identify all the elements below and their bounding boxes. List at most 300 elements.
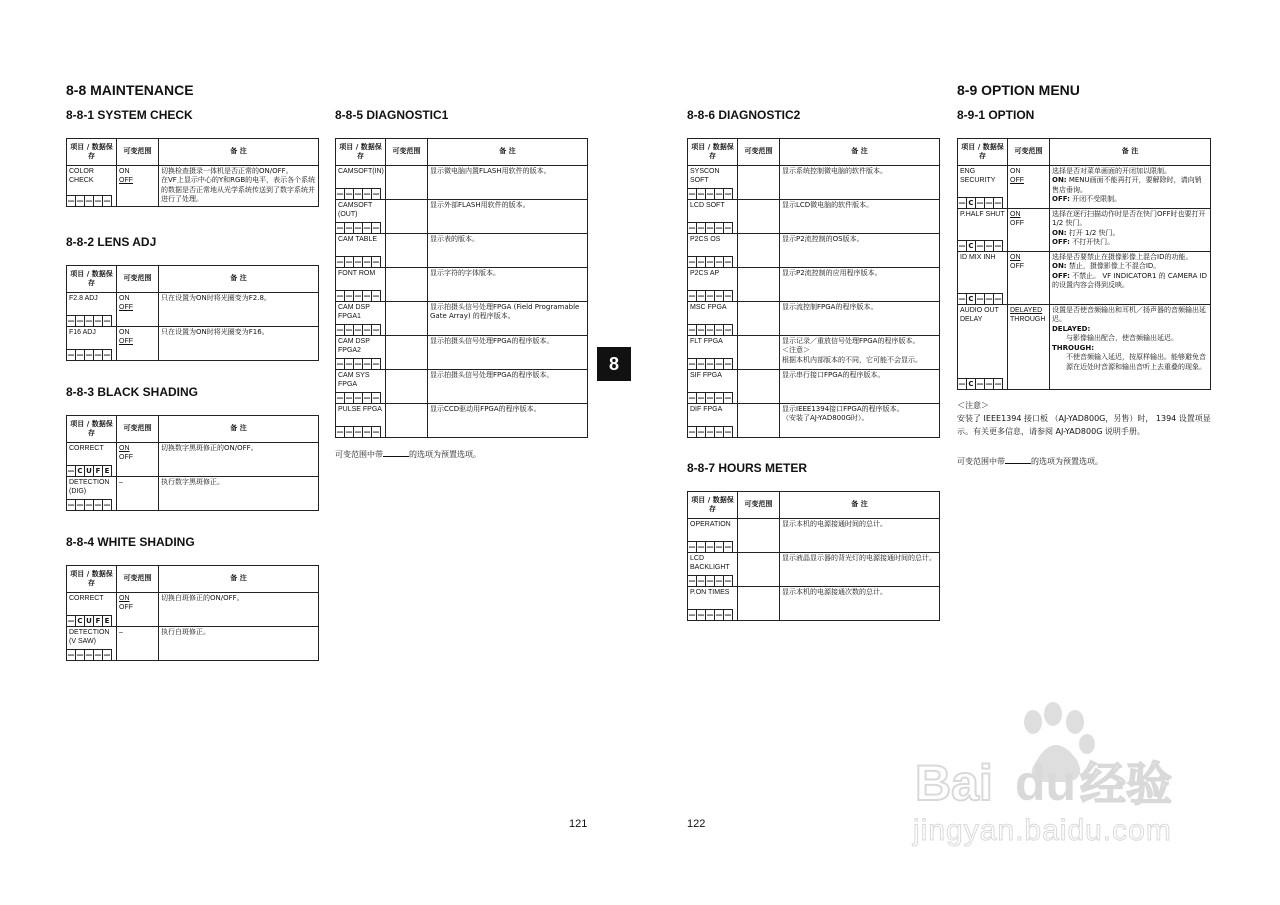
subsection-option: 8-9-1 OPTION [957, 108, 1035, 122]
subsection-black-shading: 8-8-3 BLACK SHADING [66, 385, 199, 399]
remarks-cell [428, 370, 588, 404]
code-box: — [724, 428, 732, 436]
item-cell [67, 477, 117, 511]
code-box: — [724, 190, 732, 198]
remarks-cell [780, 553, 940, 587]
remark-line: 显示拍摄头信号处理FPGA的程序版本。 [430, 337, 554, 345]
remark-label: DELAYED: [1052, 324, 1091, 333]
data-save-codes [67, 315, 112, 326]
remarks-cell [780, 200, 940, 234]
page-number-right: 122 [687, 818, 706, 830]
code-box: — [336, 190, 344, 198]
baidu-jingyan-watermark [905, 700, 1205, 860]
code-box: — [724, 577, 732, 585]
page-number-left: 121 [569, 818, 588, 830]
data-save-codes [688, 426, 733, 437]
remark-label: OFF: [1052, 238, 1070, 247]
range-option: OFF [119, 604, 133, 612]
code-box: — [354, 258, 362, 266]
remark-label: OFF: [1052, 195, 1070, 204]
preset-note-left: 可变范围中带 的选项为预置选项。 [335, 450, 481, 459]
header-remarks: 备 注 [159, 266, 319, 293]
code-box: — [354, 224, 362, 232]
code-box: — [345, 258, 353, 266]
code-box: — [958, 380, 966, 388]
item-name: FONT ROM [338, 270, 376, 277]
code-box: — [976, 295, 984, 303]
table-row [688, 519, 940, 553]
code-box: — [372, 360, 380, 368]
header-remarks: 备 注 [1050, 139, 1211, 166]
range-option: OFF [119, 177, 133, 185]
code-box: E [103, 465, 112, 476]
code-box: U [85, 465, 94, 476]
data-save-codes [67, 465, 112, 476]
code-box: — [697, 394, 705, 402]
item-name: OPERATION [690, 521, 731, 528]
code-box: — [363, 428, 371, 436]
code-box: — [67, 467, 75, 475]
table-row [958, 166, 1211, 209]
item-cell [336, 268, 386, 302]
remark-line: ＜注意＞ [782, 346, 810, 355]
header-remarks: 备 注 [780, 139, 940, 166]
code-box: — [985, 295, 993, 303]
data-save-codes [688, 256, 733, 267]
code-box: — [697, 611, 705, 619]
range-cell [117, 593, 159, 627]
item-cell [688, 234, 738, 268]
remarks-cell [1050, 305, 1211, 390]
code-box: — [94, 351, 102, 359]
item-cell [67, 593, 117, 627]
table-row [958, 209, 1211, 252]
item-cell [336, 404, 386, 438]
chapter-tab: 8 [597, 347, 631, 381]
item-cell [67, 293, 117, 327]
remarks-cell [428, 234, 588, 268]
range-option: THROUGH [1010, 316, 1046, 324]
code-box: — [994, 242, 1002, 250]
header-range: 可变范围 [738, 492, 780, 519]
diagnostic1-table [335, 138, 588, 438]
code-box: — [345, 428, 353, 436]
data-save-codes [688, 392, 733, 403]
table-row [688, 302, 940, 336]
code-box: — [697, 224, 705, 232]
remark-line: OFF: 不打开快门。 [1052, 238, 1115, 247]
code-box: — [336, 360, 344, 368]
remarks-cell [1050, 166, 1211, 209]
remark-line: 显示拍摄头信号处理FPGA的程序版本。 [430, 371, 554, 379]
table-row [688, 234, 940, 268]
code-box: — [372, 190, 380, 198]
range-option: ON [119, 445, 130, 452]
option-note-body: 安装了 IEEE1394 接口板 （AJ-YAD800G，另售）时， 1394 设置项显示。有关更多信息，请参阅 AJ-YAD800G 说明手册。 [957, 413, 1211, 436]
header-item: 项目 / 数据保存 [336, 139, 386, 166]
data-save-codes [958, 378, 1003, 389]
white-shading-table [66, 565, 319, 661]
data-save-codes [688, 324, 733, 335]
code-box: — [103, 501, 111, 509]
item-cell [67, 327, 117, 361]
table-row [336, 302, 588, 336]
item-name: CORRECT [69, 595, 104, 602]
code-box: — [985, 380, 993, 388]
remark-label: ON: [1052, 262, 1067, 271]
remark-line: ON: 禁止，摄像影像上不混合ID。 [1052, 262, 1161, 271]
code-box: — [715, 394, 723, 402]
code-box: — [976, 380, 984, 388]
code-box: — [345, 326, 353, 334]
code-box: — [363, 394, 371, 402]
item-name: CAM SYS FPGA [338, 372, 370, 389]
code-box: — [994, 199, 1002, 207]
watermark-brand-a: Bai [915, 755, 993, 811]
code-box: — [697, 326, 705, 334]
range-option: ON [119, 595, 130, 602]
code-box: — [85, 196, 93, 205]
range-cell [117, 627, 159, 661]
black-shading-table [66, 415, 319, 511]
lens-adj-table [66, 265, 319, 361]
range-option: ON [1010, 168, 1021, 175]
remarks-cell [1050, 209, 1211, 252]
code-box: C [967, 240, 976, 251]
code-box: — [724, 611, 732, 619]
code-box: — [715, 190, 723, 198]
code-box: — [688, 224, 696, 232]
remarks-cell [780, 519, 940, 553]
table-row [67, 166, 319, 207]
range-cell [386, 404, 428, 438]
code-box: — [976, 242, 984, 250]
range-cell [117, 327, 159, 361]
code-box: — [345, 190, 353, 198]
data-save-codes [336, 358, 381, 369]
header-item: 项目 / 数据保存 [958, 139, 1008, 166]
range-cell [738, 302, 780, 336]
code-box: — [85, 351, 93, 359]
table-row [67, 327, 319, 361]
item-cell [688, 519, 738, 553]
code-box: — [688, 360, 696, 368]
remarks-cell [428, 336, 588, 370]
item-cell [958, 209, 1008, 252]
code-box: — [688, 543, 696, 551]
data-save-codes [336, 256, 381, 267]
header-range: 可变范围 [117, 416, 159, 443]
remark-line: 显示表的版本。 [430, 235, 479, 243]
range-cell [738, 553, 780, 587]
code-box: F [94, 615, 103, 626]
code-box: — [994, 295, 1002, 303]
code-box: — [688, 292, 696, 300]
item-name: ID MIX INH [960, 254, 996, 261]
table-row [336, 200, 588, 234]
code-box: — [94, 196, 102, 205]
code-box: — [76, 196, 84, 205]
header-remarks: 备 注 [159, 139, 319, 166]
remarks-cell [159, 593, 319, 627]
code-box: C [76, 465, 85, 476]
range-option: OFF [1010, 220, 1024, 228]
table-row [688, 336, 940, 370]
item-name: DIF FPGA [690, 406, 723, 413]
remarks-cell [159, 327, 319, 361]
header-item: 项目 / 数据保存 [67, 139, 117, 166]
remark-line: 显示IEEE1394接口FPGA的程序版本。 [782, 405, 904, 413]
item-cell [688, 336, 738, 370]
system-check-table [66, 138, 319, 207]
code-box: — [354, 190, 362, 198]
remark-line: 显示LCD微电脑的软件版本。 [782, 201, 874, 209]
code-box: — [706, 326, 714, 334]
item-cell [688, 200, 738, 234]
code-box: — [688, 577, 696, 585]
table-row [336, 404, 588, 438]
code-box: — [715, 360, 723, 368]
table-row [958, 305, 1211, 390]
code-box: — [985, 242, 993, 250]
item-name: CAM DSP FPGA2 [338, 338, 370, 355]
header-remarks: 备 注 [159, 416, 319, 443]
code-box: — [706, 543, 714, 551]
data-save-codes [336, 392, 381, 403]
item-name: AUDIO OUT DELAY [960, 307, 999, 324]
remark-label: ON: [1052, 228, 1067, 237]
header-range: 可变范围 [1008, 139, 1050, 166]
item-name: P.HALF SHUT [960, 211, 1005, 218]
range-cell [738, 519, 780, 553]
data-save-codes [67, 349, 112, 360]
data-save-codes [67, 649, 112, 660]
code-box: — [706, 394, 714, 402]
remark-line: 显示微电脑内置FLASH用软件的版本。 [430, 167, 551, 175]
header-item: 项目 / 数据保存 [67, 566, 117, 593]
remarks-cell [159, 293, 319, 327]
remark-line: 选择是否要禁止在摄像影像上混合ID的功能。 [1052, 253, 1193, 261]
range-cell [738, 268, 780, 302]
range-cell [1008, 305, 1050, 390]
item-name: F16 ADJ [69, 329, 96, 336]
code-box: — [372, 292, 380, 300]
remark-line: 切换检查摄录一体机是否正常的ON/OFF。 [161, 167, 293, 175]
header-item: 项目 / 数据保存 [67, 416, 117, 443]
item-name: CAMSOFT(IN) [338, 168, 384, 175]
range-cell [738, 336, 780, 370]
data-save-codes [688, 575, 733, 586]
item-name: DETECTION (V SAW) [69, 629, 110, 646]
item-cell [958, 305, 1008, 390]
item-cell [67, 166, 117, 207]
remarks-cell [780, 336, 940, 370]
remark-line: 显示流控制FPGA的程序版本。 [782, 303, 878, 311]
range-option: ON [1010, 254, 1021, 261]
code-box: F [94, 465, 103, 476]
code-box: — [363, 258, 371, 266]
remark-line: （安装了AJ-YAD800G时）。 [782, 414, 869, 423]
remark-line: 显示系统控制微电脑的软件版本。 [782, 167, 887, 175]
remark-line [1052, 344, 1208, 353]
code-box: — [715, 258, 723, 266]
range-option: OFF [119, 304, 133, 312]
remarks-cell [780, 234, 940, 268]
remark-line: 与影像输出配合，使音频输出延迟。 [1066, 334, 1178, 343]
code-box: C [967, 197, 976, 208]
remark-line: 设置是否使音频输出和耳机／扬声器的音频输出延迟。 [1052, 306, 1206, 324]
item-cell [336, 234, 386, 268]
range-cell [386, 200, 428, 234]
remark-line: 显示拍摄头信号处理FPGA (Field Programable Gate Array) 的程序版本。 [430, 303, 580, 321]
code-box: — [372, 428, 380, 436]
remark-line: 选择是否对菜单画面的开闭加以限制。 [1052, 167, 1171, 175]
data-save-codes [336, 426, 381, 437]
subsection-diagnostic1: 8-8-5 DIAGNOSTIC1 [335, 108, 449, 122]
range-cell [117, 166, 159, 207]
remark-line: 切换白斑修正的ON/OFF。 [161, 594, 244, 602]
code-box: — [724, 326, 732, 334]
code-box: — [372, 224, 380, 232]
remark-line: 选择在逐行扫描动作时是否在快门OFF时也要打开 1/2 快门。 [1052, 210, 1206, 228]
table-row [688, 370, 940, 404]
code-box: — [372, 394, 380, 402]
header-item: 项目 / 数据保存 [67, 266, 117, 293]
range-cell [386, 268, 428, 302]
remark-line: OFF: 开闭不受限制。 [1052, 195, 1122, 204]
code-box: — [354, 326, 362, 334]
option-note [957, 400, 1213, 438]
header-range: 可变范围 [117, 266, 159, 293]
remark-line: 显示P2流控制的应用程序版本。 [782, 269, 882, 277]
item-cell [958, 252, 1008, 305]
code-box: — [697, 543, 705, 551]
table-row [336, 166, 588, 200]
code-box: — [94, 317, 102, 325]
code-box: — [724, 360, 732, 368]
table-row [688, 200, 940, 234]
code-box: — [67, 317, 75, 325]
code-box: — [336, 428, 344, 436]
code-box: — [85, 651, 93, 659]
item-name: CAM DSP FPGA1 [338, 304, 370, 321]
remark-label: THROUGH: [1052, 343, 1095, 352]
item-name: PULSE FPGA [338, 406, 382, 413]
range-cell [1008, 209, 1050, 252]
code-box: — [94, 501, 102, 509]
code-box: — [724, 394, 732, 402]
table-row [688, 553, 940, 587]
range-option: OFF [1010, 177, 1024, 185]
header-item: 项目 / 数据保存 [688, 492, 738, 519]
range-cell [386, 370, 428, 404]
code-box: — [724, 224, 732, 232]
code-box: — [706, 258, 714, 266]
item-name: MSC FPGA [690, 304, 727, 311]
range-option: – [119, 629, 123, 636]
header-item: 项目 / 数据保存 [688, 139, 738, 166]
header-remarks: 备 注 [159, 566, 319, 593]
code-box: — [336, 394, 344, 402]
data-save-codes [688, 541, 733, 552]
remark-line: 切换数字黑斑修正的ON/OFF。 [161, 444, 258, 452]
remarks-cell [428, 268, 588, 302]
section-title-maintenance: 8-8 MAINTENANCE [66, 82, 194, 98]
item-cell [958, 166, 1008, 209]
remark-line: 执行数字黑斑修正。 [161, 478, 224, 486]
code-box: C [967, 378, 976, 389]
range-option: ON [1010, 211, 1021, 218]
range-cell [386, 166, 428, 200]
code-box: — [697, 360, 705, 368]
item-cell [336, 302, 386, 336]
range-cell [1008, 166, 1050, 209]
remark-line: 只在设置为ON时将光圈变为F16。 [161, 328, 269, 336]
remark-line: 显示液晶显示器的背光灯的电源接通时间的总计。 [782, 554, 936, 562]
range-option: ON [119, 168, 130, 175]
code-box: — [688, 326, 696, 334]
data-save-codes [688, 290, 733, 301]
remark-line: 不使音频输入延迟，按原样输出。能够避免音源在近处时音源和输出音听上去重叠的现象。 [1066, 353, 1206, 371]
hours-meter-table [687, 491, 940, 621]
code-box: — [345, 360, 353, 368]
header-range: 可变范围 [738, 139, 780, 166]
range-cell [738, 370, 780, 404]
table-row [67, 443, 319, 477]
item-name: CAM TABLE [338, 236, 378, 243]
watermark-brand-b: du [1015, 755, 1077, 811]
code-box: — [715, 611, 723, 619]
range-cell [117, 443, 159, 477]
remarks-cell [780, 302, 940, 336]
range-cell [738, 404, 780, 438]
code-box: — [363, 326, 371, 334]
code-box: — [103, 317, 111, 325]
range-cell [117, 293, 159, 327]
item-cell [336, 370, 386, 404]
item-cell [67, 627, 117, 661]
item-name: SIF FPGA [690, 372, 722, 379]
data-save-codes [336, 222, 381, 233]
code-box: — [715, 428, 723, 436]
code-box: — [76, 317, 84, 325]
code-box: — [724, 543, 732, 551]
subsection-system-check: 8-8-1 SYSTEM CHECK [66, 108, 193, 122]
item-name: DETECTION (DIG) [69, 479, 110, 496]
code-box: — [688, 190, 696, 198]
item-cell [688, 166, 738, 200]
code-box: — [976, 199, 984, 207]
subsection-white-shading: 8-8-4 WHITE SHADING [66, 535, 195, 549]
remark-line: OFF: 不禁止。 VF INDICATOR1 的 CAMERA ID的设置内容会得到反映。 [1052, 271, 1208, 290]
data-save-codes [336, 290, 381, 301]
code-box: — [724, 258, 732, 266]
remarks-cell [159, 443, 319, 477]
table-row [688, 587, 940, 621]
code-box: — [67, 196, 75, 205]
item-cell [688, 587, 738, 621]
header-remarks: 备 注 [780, 492, 940, 519]
range-cell [1008, 252, 1050, 305]
item-name: ENG SECURITY [960, 168, 996, 185]
item-name: P.ON TIMES [690, 589, 730, 596]
remarks-cell [159, 477, 319, 511]
remark-line: 根据本机内部版本的不同，它可能不会显示。 [782, 355, 922, 364]
code-box: C [76, 615, 85, 626]
table-row [67, 627, 319, 661]
range-cell [738, 166, 780, 200]
remarks-cell [428, 200, 588, 234]
